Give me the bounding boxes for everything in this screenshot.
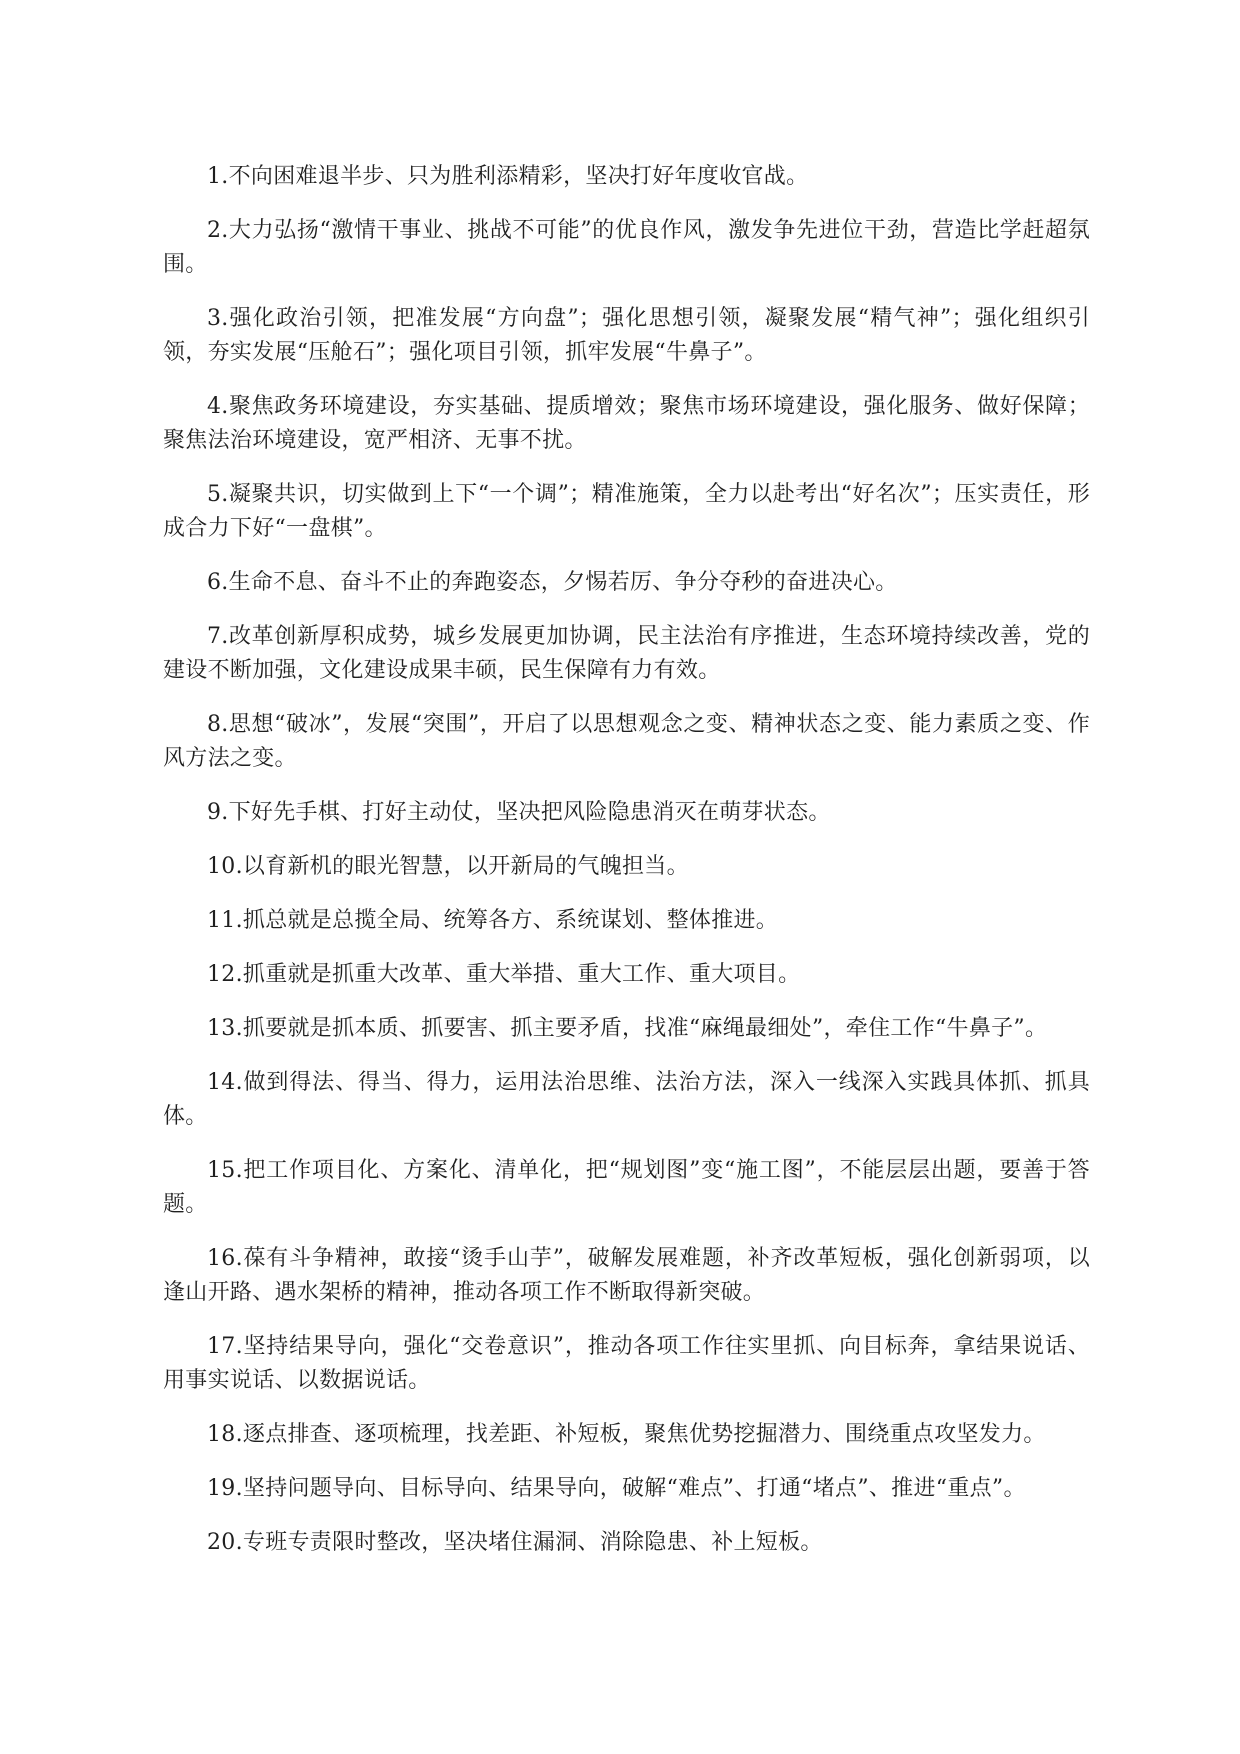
item-number: 13. — [207, 1016, 243, 1041]
item-number: 16. — [207, 1246, 243, 1271]
list-item — [163, 904, 1090, 938]
item-number: 3. — [207, 306, 229, 331]
item-number: 2. — [207, 218, 229, 243]
item-number: 12. — [207, 962, 243, 987]
item-text: 做到得法、得当、得力，运用法治思维、法治方法，深入一线深入实践具体抓、抓具体。 — [163, 1070, 1090, 1129]
item-number: 15. — [207, 1158, 243, 1183]
item-number: 8. — [207, 712, 229, 737]
list-item — [163, 478, 1090, 546]
item-text: 改革创新厚积成势，城乡发展更加协调，民主法治有序推进，生态环境持续改善，党的建设不断加强，文化建设成果丰硕，民生保障有力有效。 — [163, 624, 1090, 683]
list-item — [163, 302, 1090, 370]
list-item — [163, 850, 1090, 884]
item-number: 20. — [207, 1530, 243, 1555]
list-item — [163, 390, 1090, 458]
item-number: 5. — [207, 482, 229, 507]
list-item — [163, 1418, 1090, 1452]
item-number: 4. — [207, 394, 229, 419]
item-text: 专班专责限时整改，坚决堵住漏洞、消除隐患、补上短板。 — [242, 1530, 823, 1555]
list-item — [163, 1066, 1090, 1134]
list-item — [163, 796, 1090, 830]
item-text: 逐点排查、逐项梳理，找差距、补短板，聚焦优势挖掘潜力、围绕重点攻坚发力。 — [242, 1422, 1046, 1447]
list-item — [163, 566, 1090, 600]
item-text: 葆有斗争精神，敢接“烫手山芋”，破解发展难题，补齐改革短板，强化创新弱项，以逢山开路、遇水架桥的精神，推动各项工作不断取得新突破。 — [163, 1246, 1090, 1305]
item-number: 9. — [207, 800, 229, 825]
item-number: 6. — [207, 570, 229, 595]
item-number: 7. — [207, 624, 229, 649]
list-item — [163, 160, 1090, 194]
list-item — [163, 708, 1090, 776]
item-text: 坚持结果导向，强化“交卷意识”，推动各项工作往实里抓、向目标奔，拿结果说话、用事实说话、以数据说话。 — [163, 1334, 1090, 1393]
item-number: 18. — [207, 1422, 243, 1447]
item-number: 1. — [207, 164, 229, 189]
list-item — [163, 1526, 1090, 1560]
item-text: 下好先手棋、打好主动仗，坚决把风险隐患消灭在萌芽状态。 — [228, 800, 831, 825]
item-number: 11. — [207, 908, 243, 933]
item-text: 把工作项目化、方案化、清单化，把“规划图”变“施工图”，不能层层出题，要善于答题。 — [163, 1158, 1090, 1217]
item-number: 10. — [207, 854, 243, 879]
numbered-list — [163, 160, 1090, 1560]
item-text: 抓总就是总揽全局、统筹各方、系统谋划、整体推进。 — [242, 908, 779, 933]
item-text: 生命不息、奋斗不止的奔跑姿态，夕惕若厉、争分夺秒的奋进决心。 — [228, 570, 898, 595]
item-text: 强化政治引领，把准发展“方向盘”；强化思想引领，凝聚发展“精气神”；强化组织引领，夯实发展“压舱石”；强化项目引领，抓牢发展“牛鼻子”。 — [163, 306, 1090, 365]
item-text: 不向困难退半步、只为胜利添精彩，坚决打好年度收官战。 — [228, 164, 809, 189]
item-text: 以育新机的眼光智慧，以开新局的气魄担当。 — [242, 854, 689, 879]
item-text: 抓要就是抓本质、抓要害、抓主要矛盾，找准“麻绳最细处”，牵住工作“牛鼻子”。 — [242, 1016, 1048, 1041]
list-item — [163, 1154, 1090, 1222]
item-text: 聚焦政务环境建设，夯实基础、提质增效；聚焦市场环境建设，强化服务、做好保障；聚焦法治环境建设，宽严相济、无事不扰。 — [163, 394, 1090, 453]
item-text: 抓重就是抓重大改革、重大举措、重大工作、重大项目。 — [242, 962, 801, 987]
list-item — [163, 1330, 1090, 1398]
list-item — [163, 958, 1090, 992]
item-number: 19. — [207, 1476, 243, 1501]
item-number: 14. — [207, 1070, 243, 1095]
list-item — [163, 214, 1090, 282]
item-text: 坚持问题导向、目标导向、结果导向，破解“难点”、打通“堵点”、推进“重点”。 — [242, 1476, 1026, 1501]
list-item — [163, 620, 1090, 688]
item-text: 凝聚共识，切实做到上下“一个调”；精准施策，全力以赴考出“好名次”；压实责任，形成合力下好“一盘棋”。 — [163, 482, 1090, 541]
list-item — [163, 1472, 1090, 1506]
list-item — [163, 1242, 1090, 1310]
item-text: 大力弘扬“激情干事业、挑战不可能”的优良作风，激发争先进位干劲，营造比学赶超氛围。 — [163, 218, 1090, 277]
item-text: 思想“破冰”，发展“突围”，开启了以思想观念之变、精神状态之变、能力素质之变、作风方法之变。 — [163, 712, 1090, 771]
list-item — [163, 1012, 1090, 1046]
item-number: 17. — [207, 1334, 243, 1359]
